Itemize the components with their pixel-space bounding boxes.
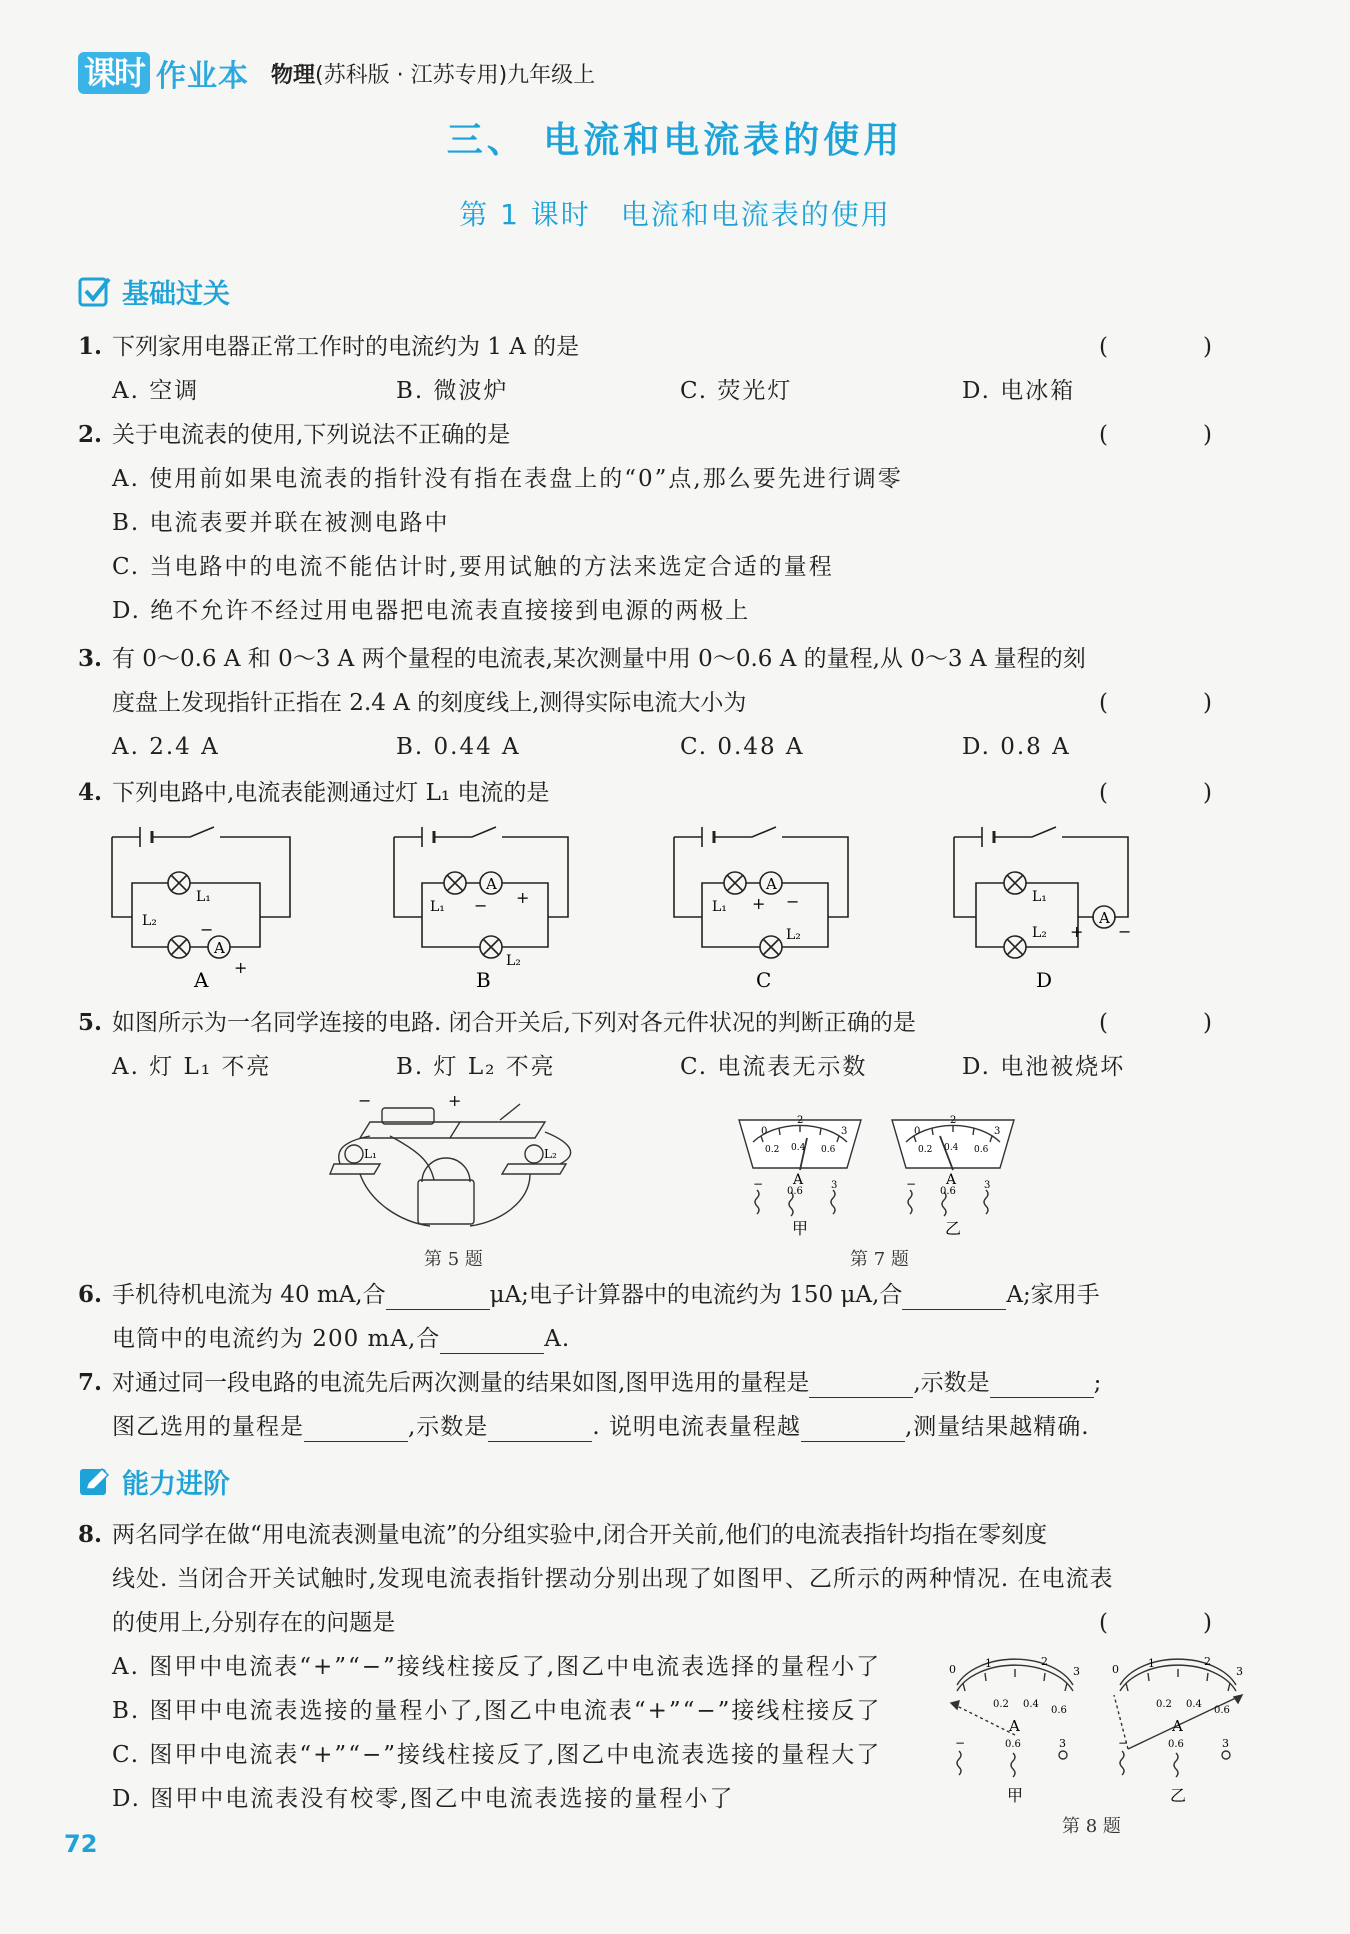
- q6-text-1: 手机待机电流为 40 mA,合: [112, 1282, 386, 1308]
- q7-text-1: 对通过同一段电路的电流先后两次测量的结果如图,图甲选用的量程是: [112, 1370, 810, 1396]
- ammeter-symbol: A: [946, 1172, 957, 1188]
- q8-option-a: A. 图甲中电流表“+”“−”接线柱接反了,图乙中电流表选择的量程小了: [112, 1654, 882, 1680]
- question-number: 7.: [78, 1369, 103, 1396]
- question-text: 下列家用电器正常工作时的电流约为 1 A 的是: [112, 334, 580, 360]
- answer-parens: ( ): [1099, 1610, 1248, 1636]
- label-yi: 乙: [945, 1219, 962, 1238]
- terminal-3: 3: [1222, 1737, 1229, 1750]
- q5-option-b: B. 灯 L₂ 不亮: [396, 1054, 556, 1080]
- q2-option-d: D. 绝不允许不经过用电器把电流表直接接到电源的两极上: [112, 598, 751, 624]
- tick-1: 1: [1148, 1657, 1155, 1670]
- question-text: 下列电路中,电流表能测通过灯 L₁ 电流的是: [112, 780, 550, 806]
- answer-blank[interactable]: [990, 1375, 1094, 1398]
- q2-option-b: B. 电流表要并联在被测电路中: [112, 510, 450, 536]
- answer-parens: ( ): [1099, 334, 1248, 360]
- minus-terminal: −: [200, 920, 214, 939]
- q5-option-c: C. 电流表无示数: [680, 1054, 868, 1080]
- q7-text-3: ;: [1093, 1370, 1102, 1396]
- section-advance: [78, 1462, 230, 1501]
- question-6: [78, 1280, 1248, 1310]
- minus-terminal: −: [1118, 922, 1132, 941]
- q5-option-a: A. 灯 L₁ 不亮: [112, 1054, 272, 1080]
- terminal-3: 3: [831, 1180, 838, 1191]
- tick-0: 0: [1112, 1663, 1119, 1676]
- page-number: 72: [64, 1830, 98, 1858]
- ammeter-symbol: A: [1172, 1717, 1183, 1735]
- q5-option-d: D. 电池被烧坏: [962, 1054, 1126, 1080]
- circuit-label: C: [756, 968, 772, 992]
- figure-8-meter-jia: [945, 1655, 1085, 1805]
- tick-3: 3: [994, 1126, 1001, 1137]
- figure-7-meter-yi: [888, 1110, 1018, 1238]
- answer-blank[interactable]: [902, 1287, 1006, 1310]
- answer-blank[interactable]: [809, 1375, 913, 1398]
- figure-5-caption: 第 5 题: [424, 1249, 483, 1270]
- circuit-label: B: [476, 968, 491, 992]
- answer-parens: ( ): [1099, 1010, 1248, 1036]
- question-number: 4.: [78, 779, 103, 806]
- question-4: [78, 778, 1248, 808]
- chapter-title: 三、 电流和电流表的使用: [446, 120, 904, 161]
- tick-0-6: 0.6: [1051, 1705, 1067, 1716]
- logo-mark: 课时: [78, 52, 150, 94]
- question-number: 6.: [78, 1281, 103, 1308]
- question-3-cont: [78, 688, 1248, 718]
- terminal-minus: −: [753, 1177, 764, 1191]
- tick-0: 0: [914, 1126, 921, 1137]
- question-7-cont: [112, 1412, 1090, 1442]
- question-text-line1: 两名同学在做“用电流表测量电流”的分组实验中,闭合开关前,他们的电流表指针均指在零刻度: [112, 1522, 1048, 1548]
- circuit-d: [952, 825, 1142, 992]
- q2-option-c: C. 当电路中的电流不能估计时,要用试触的方法来选定合适的量程: [112, 554, 834, 580]
- terminal-0-6: 0.6: [1168, 1739, 1184, 1750]
- q3-option-d: D. 0.8 A: [962, 734, 1071, 760]
- section-basic: [78, 272, 230, 311]
- question-5: [78, 1008, 1248, 1038]
- q1-option-d: D. 电冰箱: [962, 378, 1076, 404]
- tick-2: 2: [950, 1115, 957, 1126]
- q1-option-a: A. 空调: [112, 378, 200, 404]
- lamp-label-l2: L₂: [1032, 925, 1047, 941]
- question-number: 1.: [78, 333, 103, 360]
- pencil-icon: [78, 1465, 112, 1499]
- tick-3: 3: [1073, 1665, 1080, 1678]
- answer-parens: ( ): [1099, 690, 1248, 716]
- logo: [78, 51, 249, 95]
- circuit-label: D: [1036, 968, 1053, 992]
- answer-blank[interactable]: [801, 1419, 905, 1442]
- tick-0: 0: [761, 1126, 768, 1137]
- terminal-0-6: 0.6: [787, 1186, 803, 1197]
- tick-1: 1: [985, 1657, 992, 1670]
- tick-0-6: 0.6: [974, 1145, 989, 1155]
- section-basic-label: 基础过关: [122, 279, 230, 310]
- battery-minus: −: [358, 1091, 372, 1110]
- terminal-0-6: 0.6: [1005, 1739, 1021, 1750]
- minus-terminal: −: [786, 892, 800, 911]
- q8-option-b: B. 图甲中电流表选接的量程小了,图乙中电流表“+”“−”接线柱接反了: [112, 1698, 882, 1724]
- figure-8-meter-yi: [1108, 1655, 1248, 1805]
- circuit-b: [392, 825, 582, 992]
- tick-3: 3: [1236, 1665, 1243, 1678]
- q3-option-a: A. 2.4 A: [112, 734, 220, 760]
- figure-5-circuit: [330, 1092, 580, 1242]
- answer-blank[interactable]: [386, 1287, 490, 1310]
- terminal-0-6: 0.6: [940, 1186, 956, 1197]
- question-text: 如图所示为一名同学连接的电路. 闭合开关后,下列对各元件状况的判断正确的是: [112, 1010, 916, 1036]
- terminal-3: 3: [984, 1180, 991, 1191]
- question-7: [78, 1368, 1248, 1398]
- q6-text-5: A.: [544, 1326, 571, 1352]
- terminal-minus: −: [1118, 1736, 1129, 1750]
- figure-7-caption: 第 7 题: [850, 1249, 909, 1270]
- lesson-title: 第 1 课时 电流和电流表的使用: [459, 198, 891, 231]
- q3-option-b: B. 0.44 A: [396, 734, 521, 760]
- answer-parens: ( ): [1099, 422, 1248, 448]
- tick-2: 2: [797, 1115, 804, 1126]
- tick-0-4: 0.4: [791, 1143, 806, 1153]
- circuit-c: [672, 825, 862, 992]
- question-2: [78, 420, 1248, 450]
- question-number: 5.: [78, 1009, 103, 1036]
- q7-text-4: 图乙选用的量程是: [112, 1414, 304, 1440]
- question-3: [78, 644, 1248, 674]
- lamp-label-l2: L₂: [506, 953, 521, 969]
- ammeter-symbol: A: [793, 1172, 804, 1188]
- tick-0-2: 0.2: [765, 1145, 780, 1155]
- lamp-label-l1: L₁: [712, 899, 727, 915]
- answer-blank[interactable]: [488, 1419, 592, 1442]
- tick-0-4: 0.4: [1023, 1699, 1039, 1710]
- plus-terminal: +: [1070, 922, 1084, 941]
- tick-0-6: 0.6: [1214, 1705, 1230, 1716]
- question-1: [78, 332, 1248, 362]
- q7-text-5: ,示数是: [408, 1414, 489, 1440]
- ammeter-label: A: [486, 875, 497, 893]
- label-yi: 乙: [1170, 1786, 1187, 1805]
- ammeter-symbol: A: [1009, 1717, 1020, 1735]
- q7-text-7: ,测量结果越精确.: [904, 1414, 1090, 1440]
- question-text-line3: 的使用上,分别存在的问题是: [112, 1610, 396, 1636]
- label-jia: 甲: [1007, 1786, 1024, 1805]
- q1-option-c: C. 荧光灯: [680, 378, 793, 404]
- ammeter-label: A: [766, 875, 777, 893]
- terminal-3: 3: [1059, 1737, 1066, 1750]
- minus-terminal: −: [474, 896, 488, 915]
- lamp-label-l1: L₁: [364, 1147, 377, 1161]
- question-number: 3.: [78, 645, 103, 672]
- lamp-label-l2: L₂: [786, 927, 801, 943]
- q8-option-c: C. 图甲中电流表“+”“−”接线柱接反了,图乙中电流表选接的量程大了: [112, 1742, 882, 1768]
- tick-0-2: 0.2: [993, 1699, 1009, 1710]
- answer-parens: ( ): [1099, 780, 1248, 806]
- q6-text-4: 电筒中的电流约为 200 mA,合: [112, 1326, 441, 1352]
- question-text-line1: 有 0～0.6 A 和 0～3 A 两个量程的电流表,某次测量中用 0～0.6 A 的量程,从 0～3 A 量程的刻: [112, 646, 1086, 672]
- question-8-line3: [78, 1608, 1248, 1638]
- circuit-label: A: [194, 968, 209, 992]
- question-8: [78, 1520, 1248, 1550]
- plus-terminal: +: [234, 958, 248, 977]
- tick-0-4: 0.4: [1186, 1699, 1202, 1710]
- tick-2: 2: [1204, 1655, 1211, 1668]
- lamp-label-l2: L₂: [142, 913, 157, 929]
- q7-text-2: ,示数是: [913, 1370, 990, 1396]
- circuit-a: [110, 825, 300, 992]
- header: [78, 48, 595, 98]
- q1-option-b: B. 微波炉: [396, 378, 509, 404]
- answer-blank[interactable]: [304, 1419, 408, 1442]
- lamp-label-l1: L₁: [1032, 889, 1047, 905]
- lamp-label-l2: L₂: [544, 1147, 557, 1161]
- q6-text-2: μA;电子计算器中的电流约为 150 μA,合: [489, 1282, 903, 1308]
- tick-0-2: 0.2: [918, 1145, 933, 1155]
- tick-0-6: 0.6: [821, 1145, 836, 1155]
- book-info: [271, 58, 595, 89]
- terminal-minus: −: [906, 1177, 917, 1191]
- question-8-line2: 线处. 当闭合开关试触时,发现电流表指针摆动分别出现了如图甲、乙所示的两种情况. 在电流表: [112, 1566, 1114, 1592]
- lamp-label-l1: L₁: [430, 899, 445, 915]
- question-text: 关于电流表的使用,下列说法不正确的是: [112, 422, 511, 448]
- figure-8-caption: 第 8 题: [1062, 1816, 1121, 1837]
- section-advance-label: 能力进阶: [122, 1469, 230, 1500]
- ammeter-label: A: [1099, 909, 1110, 927]
- lamp-label-l1: L₁: [196, 889, 211, 905]
- q8-option-d: D. 图甲中电流表没有校零,图乙中电流表选接的量程小了: [112, 1786, 735, 1812]
- question-number: 2.: [78, 421, 103, 448]
- plus-terminal: +: [752, 894, 766, 913]
- label-jia: 甲: [792, 1219, 809, 1238]
- subject: 物理: [271, 62, 316, 88]
- tick-3: 3: [841, 1126, 848, 1137]
- edition: (苏科版 · 江苏专用)九年级上: [315, 62, 596, 88]
- question-6-cont: [112, 1324, 570, 1354]
- q2-option-a: A. 使用前如果电流表的指针没有指在表盘上的“0”点,那么要先进行调零: [112, 466, 903, 492]
- answer-blank[interactable]: [440, 1331, 544, 1354]
- tick-0-4: 0.4: [944, 1143, 959, 1153]
- checkbox-icon: [78, 275, 112, 309]
- battery-plus: +: [448, 1091, 462, 1110]
- tick-2: 2: [1041, 1655, 1048, 1668]
- plus-terminal: +: [516, 888, 530, 907]
- question-number: 8.: [78, 1521, 103, 1548]
- question-text-line2: 度盘上发现指针正指在 2.4 A 的刻度线上,测得实际电流大小为: [112, 690, 747, 716]
- q3-option-c: C. 0.48 A: [680, 734, 805, 760]
- q6-text-3: A;家用手: [1006, 1282, 1100, 1308]
- tick-0-2: 0.2: [1156, 1699, 1172, 1710]
- terminal-minus: −: [955, 1736, 966, 1750]
- logo-text: 作业本: [156, 59, 250, 94]
- tick-0: 0: [949, 1663, 956, 1676]
- figure-7-meter-jia: [735, 1110, 865, 1238]
- ammeter-label: A: [214, 939, 225, 957]
- q7-text-6: . 说明电流表量程越: [592, 1414, 801, 1440]
